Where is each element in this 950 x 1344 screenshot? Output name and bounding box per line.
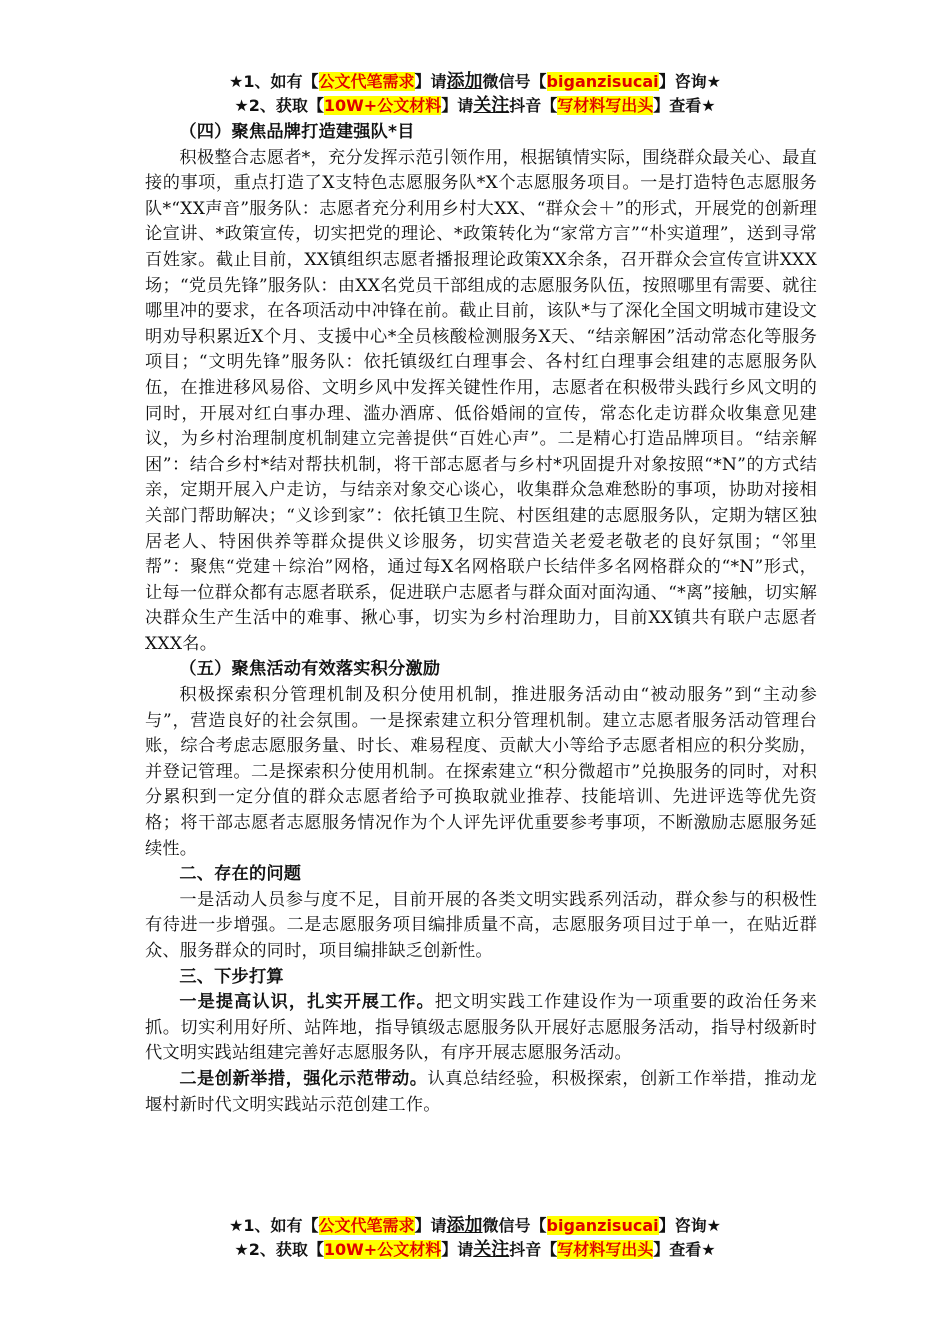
paragraph-next-2 [145,1067,817,1118]
promo-text: ★2、获取【 [234,96,324,115]
section-heading-5: （五）聚焦活动有效落实积分激励 [179,659,441,680]
promo-text: 】咨询★ [658,1216,721,1235]
paragraph-next-1 [145,990,817,1067]
promo-text: ★2、获取【 [234,1240,324,1259]
section-heading-next-steps: 三、下步打算 [179,966,284,987]
promo-emphasis: 关注 [473,95,510,116]
section-heading-4: （四）聚焦品牌打造建强队*目 [179,122,415,142]
promo-text: 】查看★ [653,1240,716,1259]
promo-highlight: 写材料写出头 [557,1240,654,1259]
paragraph-rest: 把文明实践工作建设作为一项重要的政治任务来抓。切实利用好所、站阵地，指导镇级志愿服务队开展好志愿服务活动，指导村级新时代文明实践站组建完善好志愿服务队，有序开展志愿服务活动。 [145,992,817,1064]
promo-highlight: biganzisucai [546,1216,659,1235]
promo-text: 】查看★ [653,96,716,115]
promo-banner-bottom [0,1214,950,1262]
promo-highlight: 10W+公文材料 [323,1240,442,1259]
paragraph-rest: 认真总结经验，积极探索，创新工作举措，推动龙堰村新时代文明实践站示范创建工作。 [145,1068,817,1115]
promo-emphasis: 关注 [473,1239,510,1260]
promo-text: 】请 [441,1240,474,1259]
promo-line-1 [0,70,950,94]
promo-emphasis: 添加 [446,71,483,92]
section-heading-problems: 二、存在的问题 [179,864,302,885]
promo-text: ★1、如有【 [229,72,319,91]
promo-highlight: 10W+公文材料 [323,96,442,115]
promo-highlight: 写材料写出头 [557,96,654,115]
promo-line-1 [0,1214,950,1238]
promo-text: 】咨询★ [658,72,721,91]
promo-text: 】请 [414,72,447,91]
document-body [145,120,817,1118]
paragraph-lead: 二是创新举措，强化示范带动。 [179,1068,428,1089]
promo-text: 】请 [414,1216,447,1235]
promo-text: ★1、如有【 [229,1216,319,1235]
promo-banner-top [0,70,950,118]
promo-text: 抖音【 [509,1240,558,1259]
promo-highlight: biganzisucai [546,72,659,91]
paragraph-problems: 一是活动人员参与度不足，目前开展的各类文明实践系列活动，群众参与的积极性有待进一步增强。二是志愿服务项目编排质量不高，志愿服务项目过于单一，在贴近群众、服务群众的同时，项目编排缺乏创新性。 [145,889,817,961]
promo-highlight: 公文代笔需求 [318,1216,415,1235]
promo-text: 微信号【 [482,72,547,91]
paragraph-lead: 一是提高认识，扎实开展工作。 [179,992,435,1013]
promo-line-2 [0,94,950,118]
promo-emphasis: 添加 [446,1215,483,1236]
paragraph-4: 积极整合志愿者*，充分发挥示范引领作用，根据镇情实际，围绕群众最关心、最直接的事项，重点打造了X支特色志愿服务队*X个志愿服务项目。一是打造特色志愿服务队*“XX声音”服务队：志愿者充分利用乡村大XX、“群众会＋”的形式，开展党的创新理论宣讲、*政策宣传，切实把党的理论、*政策转化为“家常方言”“朴实道理”，送到寻常百姓家。截止目前，XX镇组织志愿者播报理论政策XX余条，召开群众会宣传宣讲XXX场；“党员先锋”服务队：由XX名党员干部组成的志愿服务队伍，按照哪里有需要、就往哪里冲的要求，在各项活动中冲锋在前。截止目前，该队*与了深化全国文明城市建设文明劝导积累近X个月、支援中心*全员核酸检测服务X天、“结亲解困”活动常态化等服务项目；“文明先锋”服务队：依托镇级红白理事会、各村红白理事会组建的志愿服务队伍，在推进移风易俗、文明乡风中发挥关键性作用，志愿者在积极带头践行乡风文明的同时，开展对红白事办理、滥办酒席、低俗婚闹的宣传，常态化走访群众收集意见建议，为乡村治理制度机制建立完善提供“百姓心声”。二是精心打造品牌项目。“结亲解困”：结合乡村*结对帮扶机制，将干部志愿者与乡村*巩固提升对象按照“*N”的方式结亲，定期开展入户走访，与结亲对象交心谈心，收集群众急难愁盼的事项，协助对接相关部门帮助解决；“义诊到家”：依托镇卫生院、村医组建的志愿服务队，定期为辖区独居老人、特困供养等群众提供义诊服务，切实营造关老爱老敬老的良好氛围；“邻里帮”：聚焦“党建＋综治”网格，通过每X名网格联户长结伴多名网格群众的“*N”形式，让每一位群众都有志愿者联系，促进联户志愿者与群众面对面沟通、“*离”接触，切实解决群众生产生活中的难事、揪心事，切实为乡村治理助力，目前XX镇共有联户志愿者XXX名。 [145,147,817,654]
promo-text: 抖音【 [509,96,558,115]
promo-highlight: 公文代笔需求 [318,72,415,91]
promo-text: 微信号【 [482,1216,547,1235]
paragraph-5: 积极探索积分管理机制及积分使用机制，推进服务活动由“被动服务”到“主动参与”，营造良好的社会氛围。一是探索建立积分管理机制。建立志愿者服务活动管理台账，综合考虑志愿服务量、时长、难易程度、贡献大小等给予志愿者相应的积分奖励，并登记管理。二是探索积分使用机制。在探索建立“积分微超市”兑换服务的同时，对积分累积到一定分值的群众志愿者给予可换取就业推荐、技能培训、先进评选等优先资格；将干部志愿者志愿服务情况作为个人评先评优重要参考事项，不断激励志愿服务延续性。 [145,685,817,859]
promo-line-2 [0,1238,950,1262]
promo-text: 】请 [441,96,474,115]
